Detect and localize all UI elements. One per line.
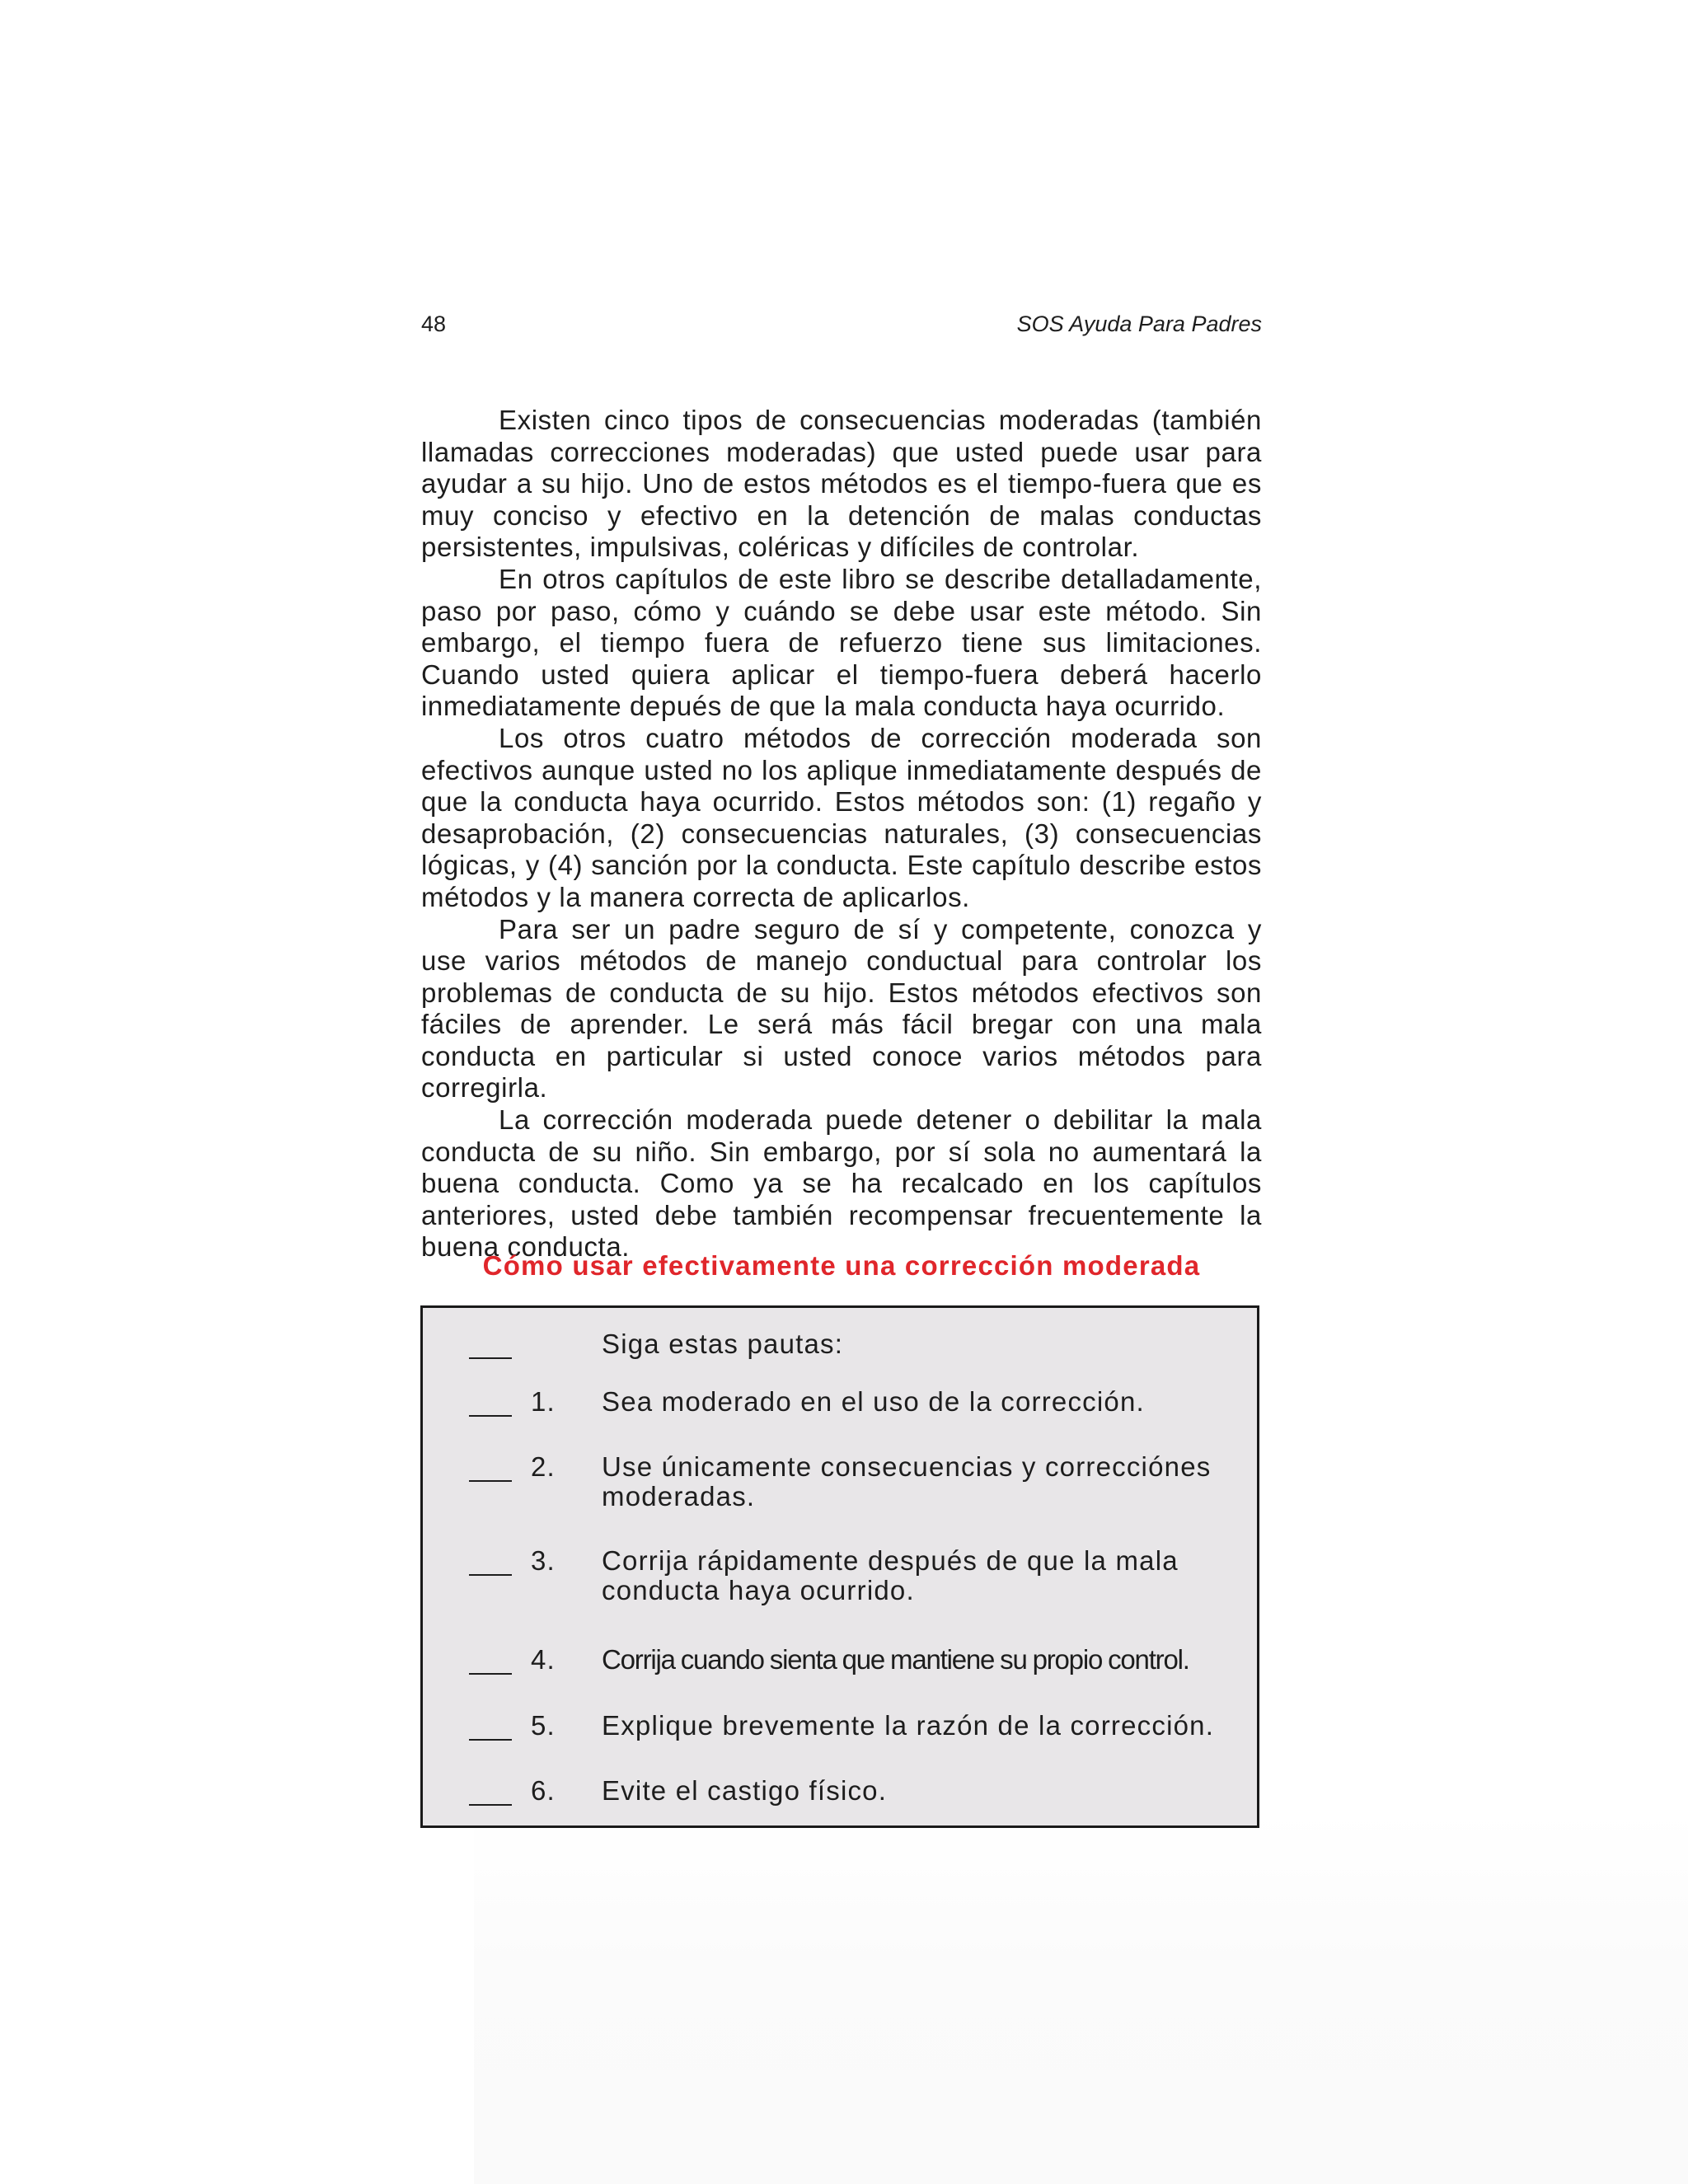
checkbox-blank-line: [469, 1387, 512, 1420]
page-shadow: [474, 1813, 1688, 2184]
checkbox-blank-line: [469, 1329, 512, 1362]
item-text: Corrija cuando sienta que mantiene su propio control.: [602, 1644, 1189, 1675]
checklist-intro: Siga estas pautas:: [602, 1329, 844, 1359]
checkbox-blank-line: [469, 1546, 512, 1579]
paragraph: La corrección moderada puede detener o debilitar la mala conducta de su niño. Sin embargo, por sí sola no aumentará la buena conducta. Como ya se ha recalcado en los capítulos anteriores, usted debe también recompensar frecuentemente la buena conducta.: [421, 1104, 1262, 1263]
body-text: [421, 405, 1262, 1263]
checklist-box: [420, 1305, 1259, 1828]
item-text: Use únicamente consecuencias y correcciónes moderadas.: [602, 1451, 1212, 1511]
item-text: Corrija rápidamente después de que la mala conducta haya ocurrido.: [602, 1545, 1179, 1605]
item-number: 6.: [531, 1775, 556, 1806]
paragraph: Existen cinco tipos de consecuencias moderadas (también llamadas correcciones moderadas) que usted puede usar para ayudar a su hijo. Uno de estos métodos es el tiempo-fuera que es muy conciso y efectivo en la detención de malas conductas persistentes, impulsivas, coléricas y difíciles de controlar.: [421, 405, 1262, 563]
item-text: Evite el castigo físico.: [602, 1775, 888, 1806]
running-title: SOS Ayuda Para Padres: [1016, 312, 1262, 336]
paragraph: En otros capítulos de este libro se describe detalladamente, paso por paso, cómo y cuándo se debe usar este método. Sin embargo, el tiempo fuera de refuerzo tiene sus limitaciones. Cuando usted quiera aplicar el tiempo-fuera deberá hacerlo inmediatamente depués de que la mala conducta haya ocurrido.: [421, 563, 1262, 722]
item-number: 3.: [531, 1545, 556, 1576]
paragraph: Para ser un padre seguro de sí y competente, conozca y use varios métodos de manejo conductual para controlar los problemas de conducta de su hijo. Estos métodos efectivos son fáciles de aprender. Le será más fácil bregar con una mala conducta en particular si usted conoce varios métodos para corregirla.: [421, 913, 1262, 1104]
item-text: Explique brevemente la razón de la corrección.: [602, 1710, 1215, 1741]
paragraph: Los otros cuatro métodos de corrección moderada son efectivos aunque usted no los aplique inmediatamente después de que la conducta haya ocurrido. Estos métodos son: (1) regaño y desaprobación, (2) consecuencias naturales, (3) consecuencias lógicas, y (4) sanción por la conducta. Este capítulo describe estos métodos y la manera correcta de aplicarlos.: [421, 722, 1262, 912]
checkbox-blank-line: [469, 1452, 512, 1485]
item-number: 1.: [531, 1386, 556, 1417]
checkbox-blank-line: [469, 1711, 512, 1744]
section-heading: Cómo usar efectivamente una corrección moderada: [482, 1250, 1201, 1281]
item-number: 2.: [531, 1451, 556, 1482]
page-number: 48: [421, 312, 447, 336]
checkbox-blank-line: [469, 1645, 512, 1678]
checkbox-blank-line: [469, 1776, 512, 1809]
item-text: Sea moderado en el uso de la corrección.: [602, 1386, 1145, 1417]
item-number: 5.: [531, 1710, 556, 1741]
item-number: 4.: [531, 1644, 556, 1675]
page-header: [421, 312, 1262, 341]
